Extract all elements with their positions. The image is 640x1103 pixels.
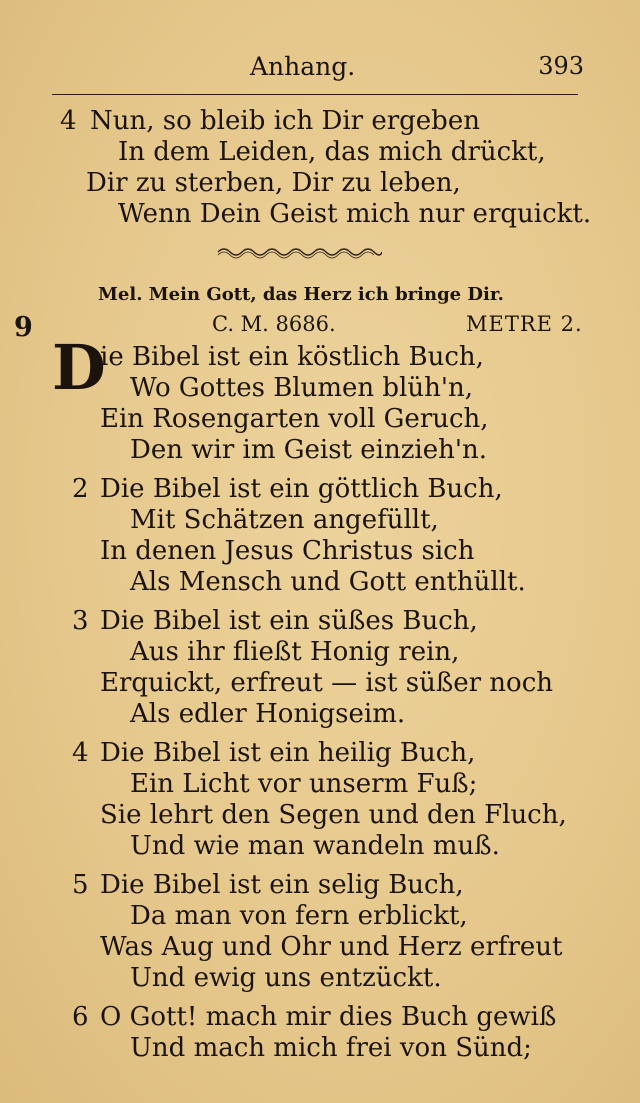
wave-ornament <box>216 244 382 260</box>
verse-number: 2 <box>72 474 89 504</box>
verse-line: Und wie man wandeln muß. <box>130 831 500 861</box>
verse-number: 4 <box>60 106 77 136</box>
page-number: 393 <box>538 52 584 80</box>
verse-line: In denen Jesus Christus sich <box>100 536 475 566</box>
verse-line: Die Bibel ist ein selig Buch, <box>100 870 464 900</box>
verse-number: 4 <box>72 738 89 768</box>
melody-line: Mel. Mein Gott, das Herz ich bringe Dir. <box>98 284 504 305</box>
verse-number: 5 <box>72 870 89 900</box>
meter-label: C. M. 8686. <box>212 312 336 336</box>
verse-line: Erquickt, erfreut — ist süßer noch <box>100 668 553 698</box>
page-header <box>0 52 640 86</box>
verse-line: Wenn Dein Geist mich nur erquickt. <box>118 199 592 229</box>
verse-line: Was Aug und Ohr und Herz erfreut <box>100 932 563 962</box>
verse-line: In dem Leiden, das mich drückt, <box>118 137 546 167</box>
verse-line: Nun, so bleib ich Dir ergeben <box>90 106 480 136</box>
verse-line: Die Bibel ist ein süßes Buch, <box>100 606 478 636</box>
verse-line: Als edler Honigseim. <box>130 699 406 729</box>
verse-line: Da man von fern erblickt, <box>130 901 468 931</box>
verse-line: Die Bibel ist ein heilig Buch, <box>100 738 476 768</box>
verse-line: Als Mensch und Gott enthüllt. <box>130 567 526 597</box>
verse-line: Mit Schätzen angefüllt, <box>130 505 439 535</box>
hymn-number: 9 <box>14 312 33 343</box>
verse-number: 6 <box>72 1002 89 1032</box>
header-rule <box>52 94 578 95</box>
running-title: Anhang. <box>250 52 356 81</box>
verse-line: Ein Licht vor unserm Fuß; <box>130 769 478 799</box>
verse-line: Dir zu sterben, Dir zu leben, <box>86 168 461 198</box>
verse-line: Wo Gottes Blumen blüh'n, <box>130 373 474 403</box>
verse-line: Die Bibel ist ein göttlich Buch, <box>100 474 503 504</box>
verse-line: Aus ihr fließt Honig rein, <box>130 637 460 667</box>
metre-label: METRE 2. <box>466 312 583 336</box>
verse-line: O Gott! mach mir dies Buch gewiß <box>100 1002 557 1032</box>
verse-line: Ein Rosengarten voll Geruch, <box>100 404 489 434</box>
verse-number: 3 <box>72 606 89 636</box>
verse-line: ie Bibel ist ein köstlich Buch, <box>100 342 484 372</box>
verse-line: Und ewig uns entzückt. <box>130 963 442 993</box>
drop-cap: D <box>52 331 106 404</box>
verse-line: Und mach mich frei von Sünd; <box>130 1033 532 1063</box>
verse-line: Sie lehrt den Segen und den Fluch, <box>100 800 567 830</box>
verse-line: Den wir im Geist einzieh'n. <box>130 435 488 465</box>
